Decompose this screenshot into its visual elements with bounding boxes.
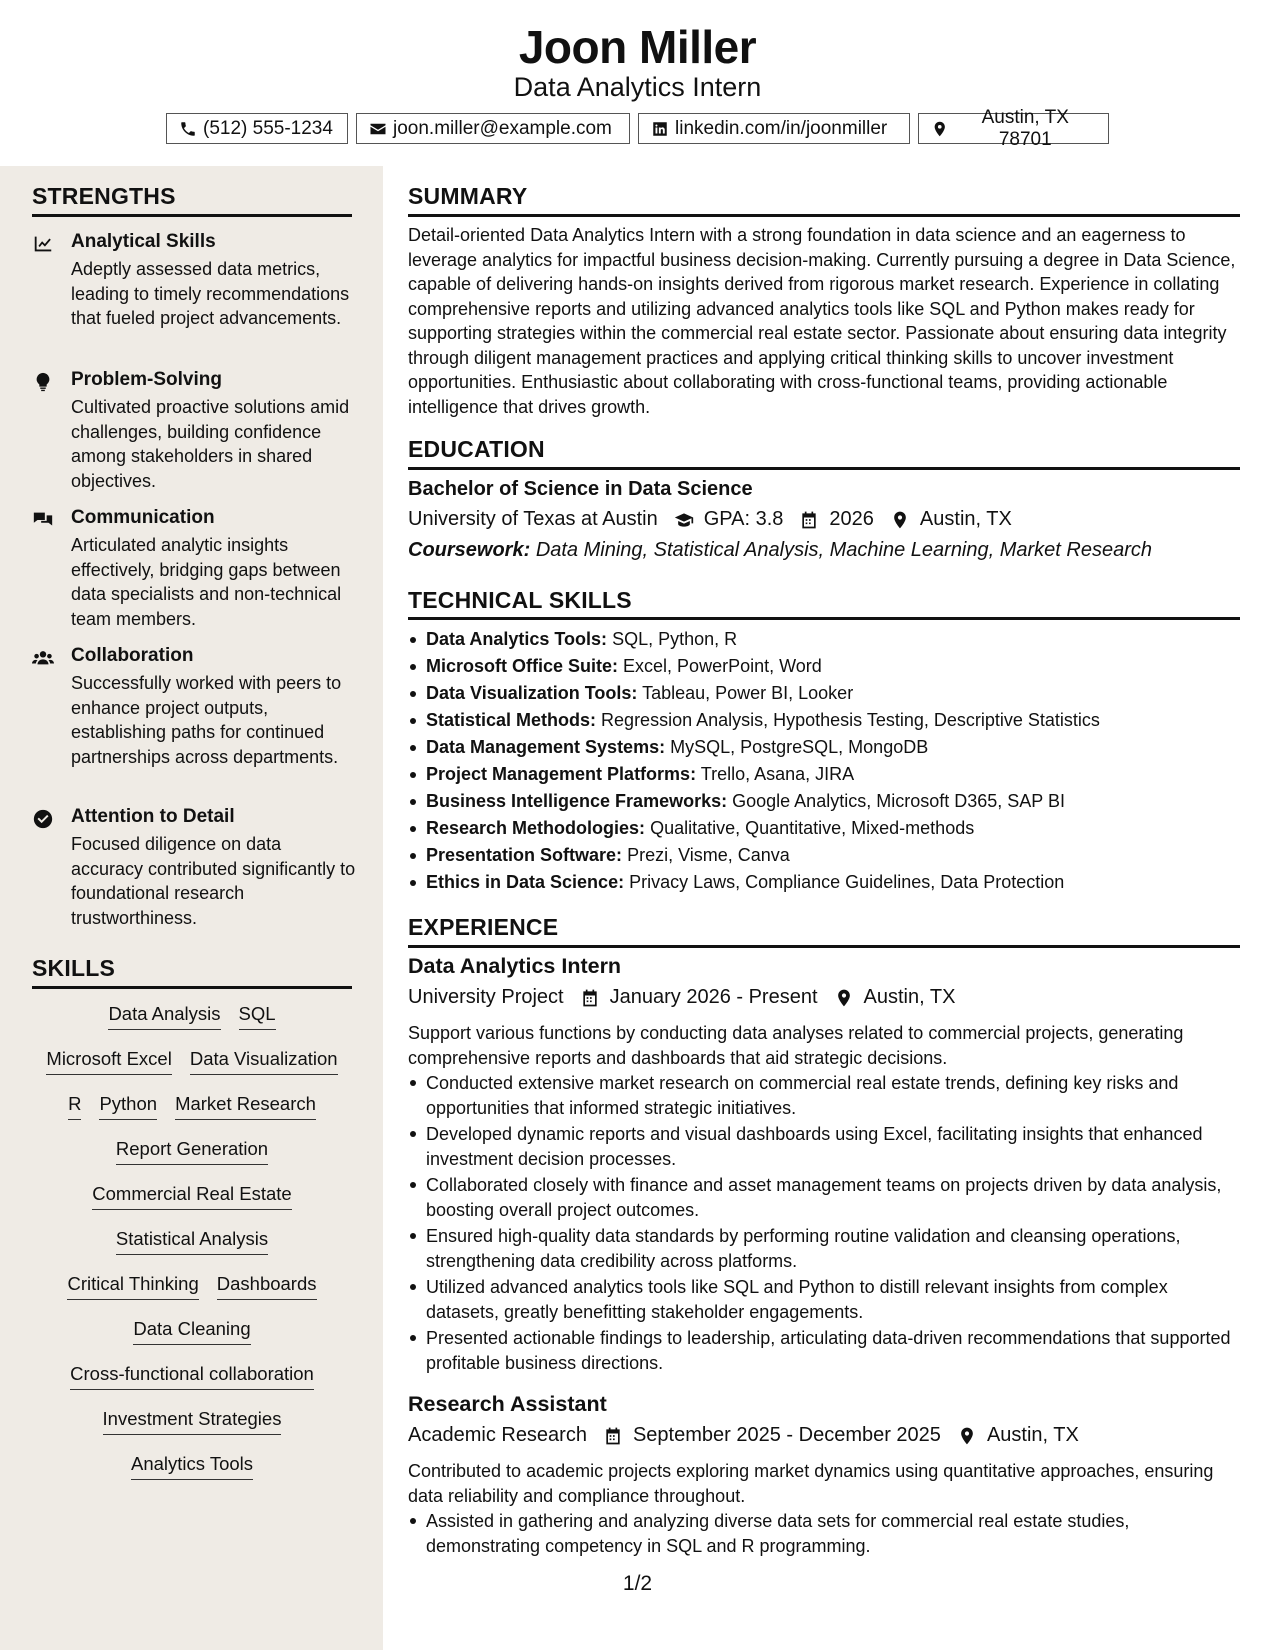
- job-meta: [408, 986, 955, 1009]
- skill-tag: Python: [99, 1090, 157, 1120]
- strength-desc: Focused diligence on data accuracy contributed significantly to foundational research trustworthiness.: [71, 834, 356, 928]
- job-description: Contributed to academic projects exploring market dynamics using quantitative approaches, ensuring data reliability and compliance throughout.: [408, 1461, 1214, 1506]
- list-item: Collaborated closely with finance and asset management teams on projects driven by data analysis, boosting overall project outcomes.: [408, 1173, 1240, 1222]
- list-item: Ensured high-quality data standards by performing routine validation and cleansing operations, strengthening data credibility across platforms.: [408, 1224, 1240, 1273]
- skill-tag: Microsoft Excel: [46, 1045, 171, 1075]
- job-description: Support various functions by conducting data analyses related to commercial projects, generating comprehensive reports and dashboards that aid strategic decisions.: [408, 1023, 1184, 1068]
- list-item: [408, 788, 1240, 815]
- envelope-icon: [369, 120, 387, 138]
- calendar-icon: [580, 988, 600, 1008]
- list-item: [408, 680, 1240, 707]
- job-location: Austin, TX: [863, 986, 956, 1008]
- education-rule: [408, 467, 1240, 470]
- skill-tag: Market Research: [175, 1090, 316, 1120]
- skill-tag: Data Visualization: [190, 1045, 338, 1075]
- summary-rule: [408, 214, 1240, 217]
- coursework-text: Data Mining, Statistical Analysis, Machine Learning, Market Research: [535, 539, 1153, 561]
- summary-text: Detail-oriented Data Analytics Intern with a strong foundation in data science and an eagerness to leverage analytics for impactful business decision-making. Currently pursuing a degree in Data Science, capable of delivering hands-on insights derived from rigorous market research. Experience in collating comprehensive reports and utilizing advanced analytics tools like SQL and Python makes ready for supporting strategies within the commercial real estate sector. Passionate about ensuring data integrity through diligent management practices and applying critical thinking skills to uncover investment opportunities. Enthusiastic about collaborating with cross-functional teams, providing actionable intelligence that drives growth.: [408, 225, 1236, 417]
- tech-value: Privacy Laws, Compliance Guidelines, Data Protection: [629, 872, 1065, 892]
- degree-title: Bachelor of Science in Data Science: [408, 478, 753, 500]
- skill-tag: Analytics Tools: [131, 1450, 253, 1480]
- job-location: Austin, TX: [986, 1424, 1079, 1446]
- list-item: [408, 869, 1240, 896]
- calendar-icon: [603, 1426, 623, 1446]
- tech-value: Qualitative, Quantitative, Mixed-methods: [650, 818, 975, 838]
- list-item: [408, 653, 1240, 680]
- skill-tag: Investment Strategies: [103, 1405, 282, 1435]
- summary-heading: SUMMARY: [408, 183, 528, 209]
- technical-skills-heading: TECHNICAL SKILLS: [408, 587, 632, 613]
- grad-year: 2026: [829, 508, 874, 530]
- lightbulb-icon: [32, 371, 54, 393]
- email-text: joon.miller@example.com: [393, 117, 612, 139]
- job-dates: January 2026 - Present: [609, 986, 818, 1008]
- list-item: [408, 842, 1240, 869]
- strength-desc: Successfully worked with peers to enhance project outputs, establishing paths for continued partnerships across departments.: [71, 673, 342, 767]
- gpa-text: GPA: 3.8: [703, 508, 784, 530]
- list-item: [408, 761, 1240, 788]
- tech-label: Business Intelligence Frameworks:: [426, 791, 728, 811]
- job-title: Research Assistant: [408, 1392, 607, 1416]
- map-pin-icon: [931, 120, 949, 138]
- phone-icon: [179, 120, 197, 138]
- skill-tag: Data Analysis: [108, 1000, 220, 1030]
- strength-desc: Articulated analytic insights effectively, bridging gaps between data specialists and non-technical team members.: [71, 535, 342, 629]
- tech-label: Ethics in Data Science:: [426, 872, 625, 892]
- tech-label: Presentation Software:: [426, 845, 623, 865]
- tech-value: MySQL, PostgreSQL, MongoDB: [670, 737, 929, 757]
- skill-tag: Critical Thinking: [67, 1270, 198, 1300]
- skills-rule: [32, 986, 352, 989]
- tech-value: Google Analytics, Microsoft D365, SAP BI: [732, 791, 1065, 811]
- strength-title: Analytical Skills: [71, 231, 216, 252]
- technical-skills-list: [408, 626, 1240, 896]
- resume-header: [0, 0, 1275, 166]
- tech-value: Regression Analysis, Hypothesis Testing, Descriptive Statistics: [601, 710, 1100, 730]
- skill-tag: Data Cleaning: [133, 1315, 250, 1345]
- strength-title: Problem-Solving: [71, 369, 222, 390]
- job-bullets: [408, 1509, 1240, 1560]
- strengths-rule: [32, 214, 352, 217]
- linkedin-icon: [651, 120, 669, 138]
- list-item: [408, 815, 1240, 842]
- map-pin-icon: [834, 988, 854, 1008]
- tech-value: Excel, PowerPoint, Word: [623, 656, 822, 676]
- tech-label: Data Management Systems:: [426, 737, 666, 757]
- strength-title: Communication: [71, 507, 215, 528]
- coursework-label: Coursework:: [408, 539, 531, 561]
- education-meta: [408, 508, 1012, 531]
- contact-bar: [0, 106, 1275, 150]
- candidate-role: Data Analytics Intern: [513, 72, 762, 102]
- contact-linkedin[interactable]: [638, 113, 910, 144]
- job-bullets: [408, 1071, 1240, 1377]
- strength-title: Attention to Detail: [71, 806, 235, 827]
- job-dates: September 2025 - December 2025: [632, 1424, 941, 1446]
- school-name: University of Texas at Austin: [408, 508, 658, 530]
- skills-cloud: [32, 1000, 352, 1495]
- list-item: Utilized advanced analytics tools like SQL and Python to distill relevant insights from complex datasets, greatly benefitting stakeholder engagements.: [408, 1275, 1240, 1324]
- job-title: Data Analytics Intern: [408, 954, 622, 978]
- skill-tag: R: [68, 1090, 81, 1120]
- page-number: 1/2: [622, 1572, 653, 1595]
- skill-tag: Cross-functional collaboration: [70, 1360, 314, 1390]
- calendar-icon: [799, 510, 819, 530]
- education-heading: EDUCATION: [408, 436, 545, 462]
- coursework-line: [408, 539, 1152, 562]
- tech-label: Microsoft Office Suite:: [426, 656, 619, 676]
- technical-skills-rule: [408, 617, 1240, 620]
- experience-heading: EXPERIENCE: [408, 914, 559, 940]
- tech-label: Research Methodologies:: [426, 818, 646, 838]
- skill-tag: Dashboards: [217, 1270, 317, 1300]
- contact-email[interactable]: [356, 113, 630, 144]
- tech-label: Project Management Platforms:: [426, 764, 697, 784]
- graduation-cap-icon: [674, 510, 694, 530]
- list-item: [408, 707, 1240, 734]
- skill-tag: Report Generation: [116, 1135, 268, 1165]
- chart-line-icon: [32, 233, 54, 255]
- list-item: [408, 626, 1240, 653]
- list-item: Assisted in gathering and analyzing diverse data sets for commercial real estate studies, demonstrating competency in SQL and R programming.: [408, 1509, 1240, 1558]
- list-item: [408, 734, 1240, 761]
- tech-label: Data Analytics Tools:: [426, 629, 608, 649]
- phone-text: (512) 555-1234: [203, 117, 333, 139]
- linkedin-text: linkedin.com/in/joonmiller: [675, 117, 888, 139]
- list-item: Developed dynamic reports and visual dashboards using Excel, facilitating insights that enhanced investment decision processes.: [408, 1122, 1240, 1171]
- tech-value: SQL, Python, R: [612, 629, 738, 649]
- skill-tag: Commercial Real Estate: [92, 1180, 291, 1210]
- job-meta: [408, 1424, 1079, 1447]
- tech-label: Data Visualization Tools:: [426, 683, 638, 703]
- list-item: Presented actionable findings to leadership, articulating data-driven recommendations that supported profitable business directions.: [408, 1326, 1240, 1375]
- map-pin-icon: [957, 1426, 977, 1446]
- experience-rule: [408, 945, 1240, 948]
- list-item: Conducted extensive market research on commercial real estate trends, defining key risks and opportunities that informed strategic initiatives.: [408, 1071, 1240, 1120]
- check-circle-icon: [32, 808, 54, 830]
- skill-tag: Statistical Analysis: [116, 1225, 268, 1255]
- strength-desc: Cultivated proactive solutions amid challenges, building confidence among stakeholders in shared objectives.: [71, 397, 350, 491]
- candidate-name: Joon Miller: [518, 21, 757, 73]
- tech-label: Statistical Methods:: [426, 710, 597, 730]
- tech-value: Tableau, Power BI, Looker: [642, 683, 854, 703]
- contact-phone[interactable]: [166, 113, 348, 144]
- job-org: University Project: [408, 986, 564, 1008]
- comments-icon: [32, 509, 54, 531]
- strength-desc: Adeptly assessed data metrics, leading to timely recommendations that fueled project advancements.: [71, 259, 350, 328]
- contact-location[interactable]: [918, 106, 1109, 150]
- tech-value: Trello, Asana, JIRA: [700, 764, 855, 784]
- school-location: Austin, TX: [919, 508, 1012, 530]
- strengths-heading: STRENGTHS: [32, 183, 176, 209]
- skill-tag: SQL: [239, 1000, 276, 1030]
- skills-heading: SKILLS: [32, 955, 115, 981]
- location-text: Austin, TX 78701: [981, 106, 1069, 150]
- map-pin-icon: [890, 510, 910, 530]
- job-org: Academic Research: [408, 1424, 587, 1446]
- users-icon: [32, 647, 54, 669]
- tech-value: Prezi, Visme, Canva: [627, 845, 790, 865]
- strength-title: Collaboration: [71, 645, 194, 666]
